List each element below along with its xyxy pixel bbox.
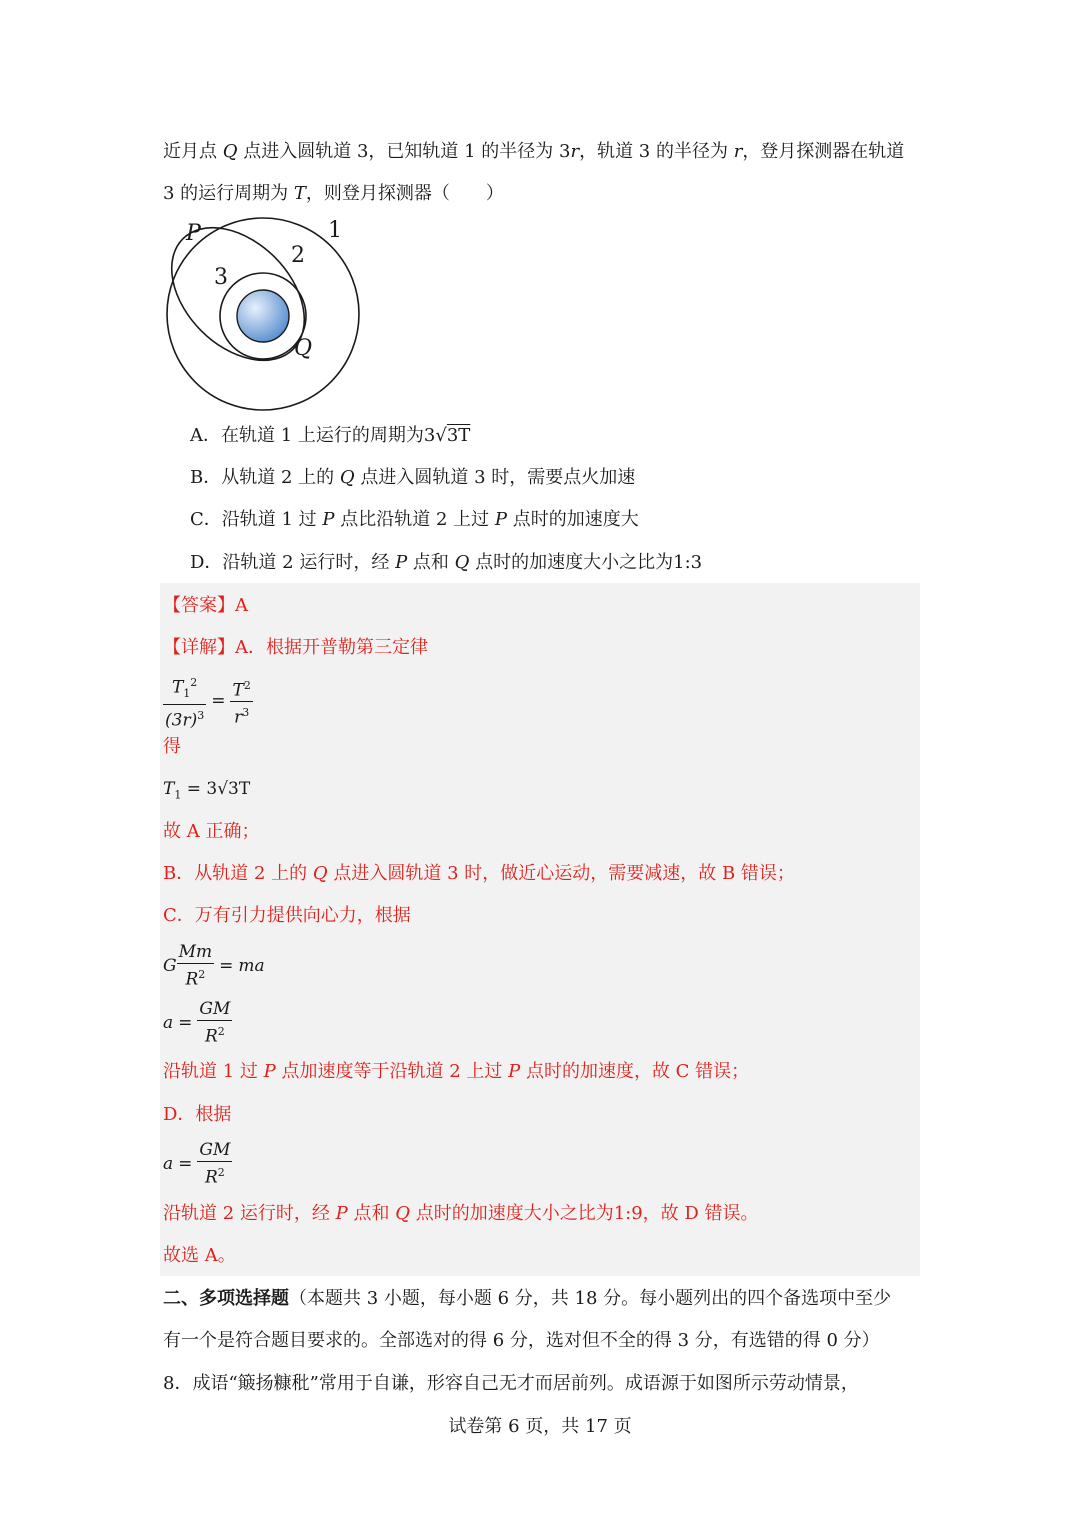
final-answer: 故选 A。 [163, 1245, 236, 1266]
moon [237, 290, 289, 342]
equation-kepler: $\frac{T_1^2}{(3r)^3}$ = $\frac{T^2}{r^3}$ [163, 672, 253, 732]
var-t: T [293, 183, 306, 204]
equation-accel-1: a = $\frac{GM}{R^2}$ [163, 999, 231, 1047]
a-correct-text: 故 A 正确； [163, 821, 260, 842]
solution-d-intro: D．根据 [163, 1104, 232, 1125]
option-b: B．从轨道 2 上的 Q 点进入圆轨道 3 时，需要点火加速 [190, 467, 636, 488]
answer-block [160, 583, 920, 1276]
var-r: r [570, 141, 580, 162]
answer-value: A [235, 595, 248, 616]
label-q: Q [294, 336, 313, 361]
option-a-math: 3T [446, 425, 471, 446]
answer-line: 【答案】A [163, 595, 248, 616]
section2-title: 二、多项选择题 [163, 1288, 289, 1309]
sqrt-sign: √ [435, 425, 447, 446]
question-8: 8．成语“簸扬糠秕”常用于自谦，形容自己无才而居前列。成语源于如图所示劳动情景， [163, 1373, 859, 1394]
equation-gravity: G $\frac{Mm}{R^2}$ = ma [163, 942, 265, 990]
label-orbit-2: 2 [291, 243, 305, 268]
option-d: D．沿轨道 2 运行时，经 P 点和 Q 点时的加速度大小之比为1:3 [190, 552, 703, 573]
var-r: r [733, 141, 743, 162]
question-line-1: 近月点 Q 点进入圆轨道 3，已知轨道 1 的半径为 3r，轨道 3 的半径为 r，登月探测器在轨道 [163, 141, 905, 162]
var-q: Q [222, 141, 238, 162]
option-a: A．在轨道 1 上运行的周期为3√3T [190, 425, 471, 446]
solution-b: B．从轨道 2 上的 Q 点进入圆轨道 3 时，做近心运动，需要减速，故 B 错误； [163, 863, 795, 884]
section2-line-1: 二、多项选择题（本题共 3 小题，每小题 6 分，共 18 分。每小题列出的四个备选项中至少 [163, 1288, 892, 1309]
equation-accel-2: a = $\frac{GM}{R^2}$ [163, 1140, 231, 1188]
option-c: C．沿轨道 1 过 P 点比沿轨道 2 上过 P 点时的加速度大 [190, 509, 639, 530]
equation-t1: $T_1 = 3√3T$ [163, 779, 251, 802]
orbit-diagram [160, 212, 370, 412]
page-footer: 试卷第 6 页，共 17 页 [448, 1416, 632, 1437]
label-orbit-1: 1 [328, 218, 342, 243]
label-orbit-3: 3 [214, 265, 228, 290]
de-text: 得 [163, 736, 181, 757]
question-line-2: 3 的运行周期为 T，则登月探测器（ ） [163, 183, 504, 204]
solution-c: 沿轨道 1 过 P 点加速度等于沿轨道 2 上过 P 点时的加速度，故 C 错误； [163, 1061, 750, 1082]
solution-c-intro: C．万有引力提供向心力，根据 [163, 905, 411, 926]
section2-line-2: 有一个是符合题目要求的。全部选对的得 6 分，选对但不全的得 3 分，有选错的得 0 分） [163, 1330, 880, 1351]
solution-d: 沿轨道 2 运行时，经 P 点和 Q 点时的加速度大小之比为1:9，故 D 错误。 [163, 1203, 759, 1224]
detail-line: 【详解】A．根据开普勒第三定律 [163, 637, 428, 658]
label-p: P [186, 221, 201, 246]
